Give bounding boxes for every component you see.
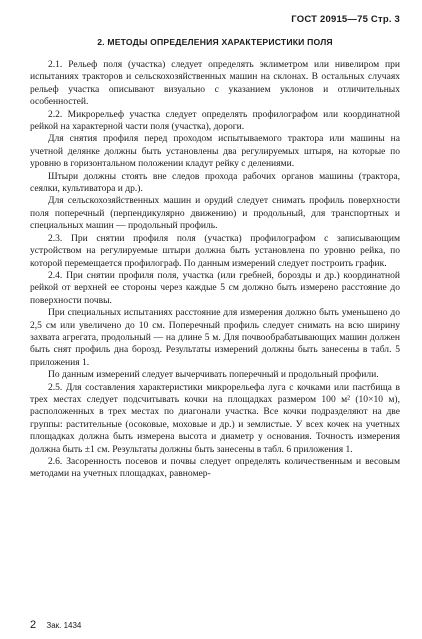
footer-page-number: 2 [30, 619, 37, 631]
paragraph: 2.2. Микрорельеф участка следует определять профилографом или координатной рейкой на характерной части поля (участка), дороги. [30, 108, 400, 133]
paragraph: 2.4. При снятии профиля поля, участка (или гребней, борозды и др.) координатной рейкой от верхней ее стороны через каждые 5 см должно быть измерено расстояние до поверхности почвы. [30, 269, 400, 306]
paragraph: Для сельскохозяйственных машин и орудий следует снимать профиль поверхности поля поперечный (перпендикулярно движению) и продольный, для транспортных и специальных машин — продольный профиль. [30, 195, 400, 232]
paragraph: 2.6. Засоренность посевов и почвы следует определять количественным и весовым методами на учетных площадках, равномер- [30, 456, 400, 480]
page-footer [30, 619, 81, 631]
paragraph: Штыри должны стоять вне следов прохода рабочих органов машины (трактора, сеялки, культиватора и др.). [30, 170, 400, 195]
paragraph: По данным измерений следует вычерчивать поперечный и продольный профили. [48, 369, 379, 381]
paragraph: При специальных испытаниях расстояние для измерения должно быть уменьшено до 2,5 см или увеличено до 10 см. Поперечный профиль следует снимать на всю ширину захвата агрегата, продольный — на длине 5 м. Для почвообрабатывающих машин должен быть снят профиль дна борозд. Результаты измерений должны быть занесены в табл. 5 приложения 1. [30, 307, 400, 368]
page-header: ГОСТ 20915—75 Стр. 3 [291, 14, 400, 25]
paragraph: 2.3. При снятии профиля поля (участка) профилографом с записывающим устройством на регулируемые штыри должна быть установлена по уровню рейка, по которой перемещается профилограф. По данным измерений следует построить график. [30, 232, 400, 269]
footer-order-number: Зак. 1434 [46, 621, 82, 630]
document-body [30, 59, 400, 481]
section-title: 2. МЕТОДЫ ОПРЕДЕЛЕНИЯ ХАРАКТЕРИСТИКИ ПОЛЯ [97, 37, 333, 47]
paragraph: 2.5. Для составления характеристики микрорельефа луга с кочками или пастбища в трех местах следует подсчитывать кочки на площадках размером 100 м² (10×10 м), расположенных в трех местах по диагонали участка. Все кочки подразделяют на две группы: растительные (осоковые, моховые и др.) и землистые. У всех кочек на учетных площадках должна быть измерена высота и диаметр у основания. Точность измерения должна быть ±1 см. Результаты должны быть занесены в табл. 6 приложения 1. [30, 381, 400, 455]
paragraph: 2.1. Рельеф поля (участка) следует определять эклиметром или нивелиром при испытаниях тракторов и сельскохозяйственных машин на склонах. В остальных случаях рельеф участка описывают визуально с указанием уклонов и отличительных особенностей. [30, 59, 400, 108]
paragraph: Для снятия профиля перед проходом испытываемого трактора или машины на учетной делянке должны быть установлены два регулируемых штыря, на которые по уровню в горизонтальном положении кладут рейку с делениями. [30, 133, 400, 170]
